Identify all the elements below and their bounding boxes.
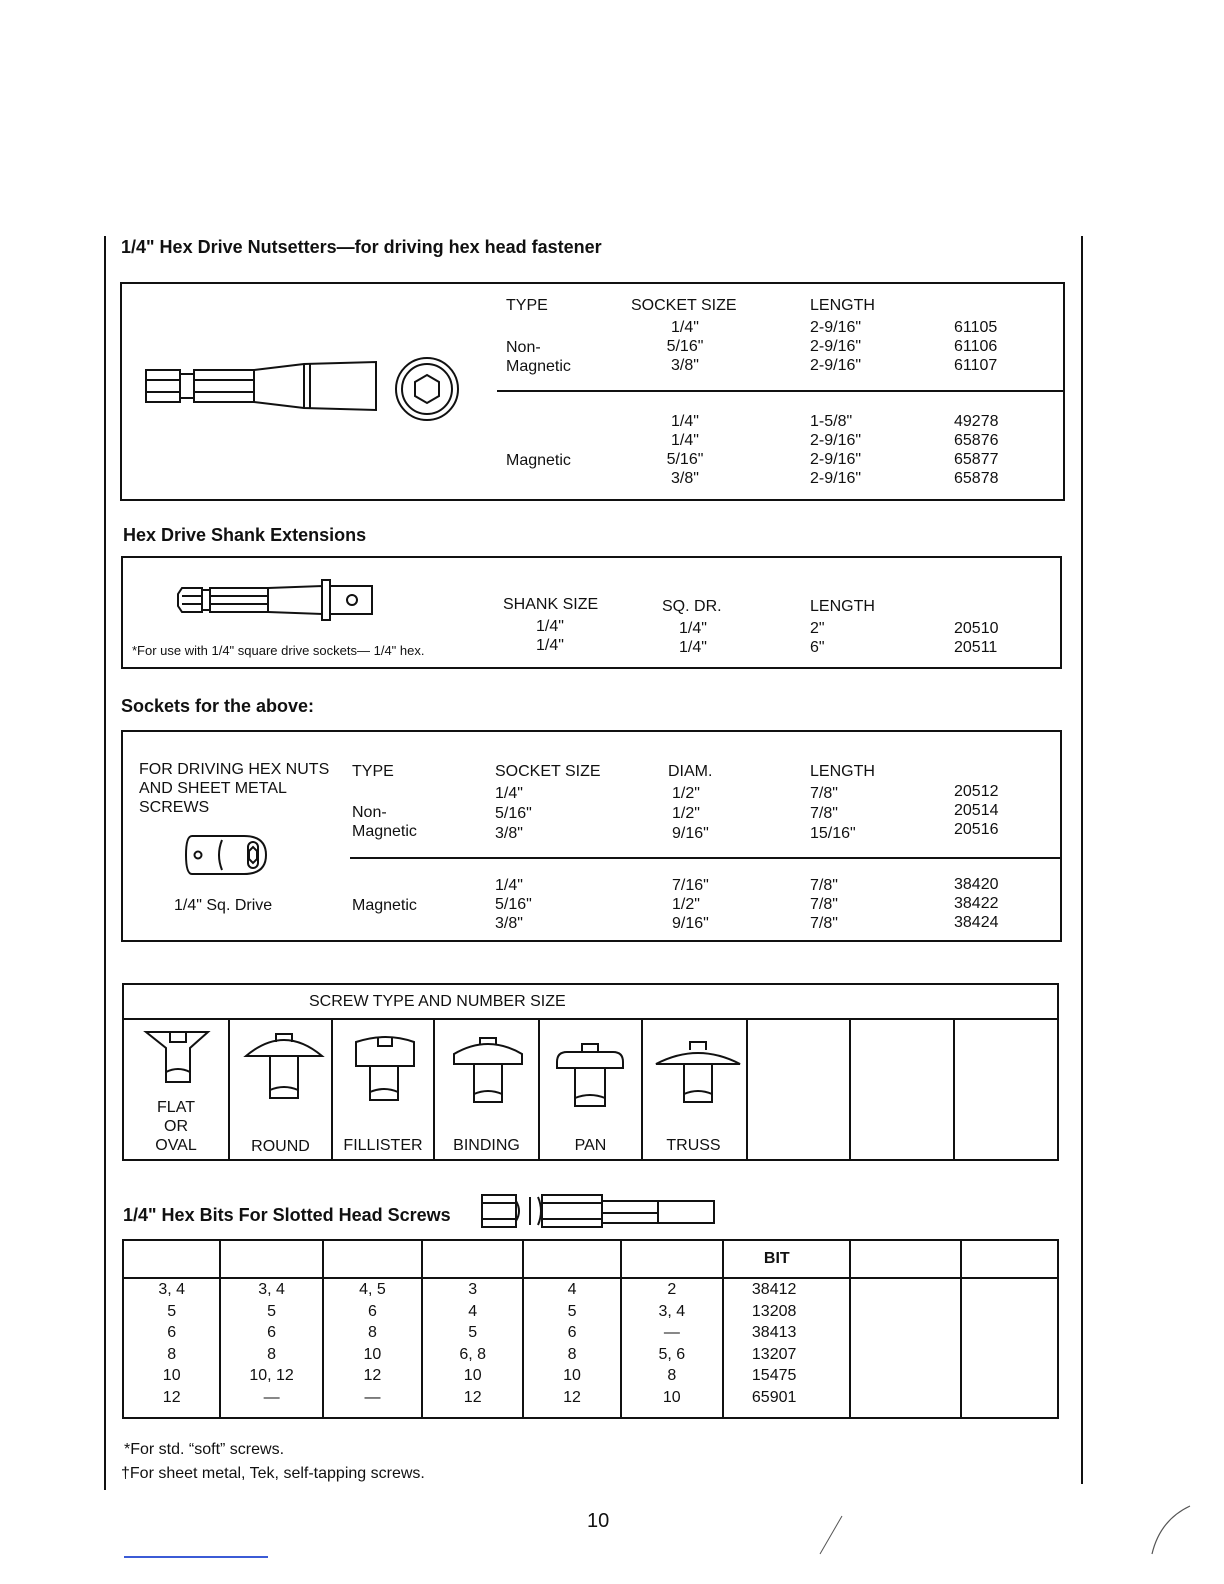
left-margin-rule	[104, 236, 106, 1490]
extensions-heading: Hex Drive Shank Extensions	[123, 525, 367, 545]
bits-col-part-numbers: 38412 13208 38413 13207 15475 65901	[723, 1278, 961, 1418]
bits-col-empty	[961, 1278, 1058, 1418]
sock-header-length: LENGTH	[810, 763, 875, 780]
nut-nonmag-parts: 61105 61106 61107	[954, 319, 998, 374]
sockets-description: FOR DRIVING HEX NUTS AND SHEET METAL SCREWS	[139, 761, 330, 816]
sock-mag-lengths: 7/8" 7/8" 7/8"	[810, 877, 838, 932]
round-head-screw-icon	[242, 1030, 326, 1102]
sock-header-type: TYPE	[352, 763, 394, 780]
bits-header-cell	[961, 1240, 1058, 1278]
ext-length-values: 2" 6"	[810, 620, 825, 656]
sock-mag-type: Magnetic	[352, 897, 417, 914]
socket-drawing	[182, 828, 272, 878]
bits-col-4: 3 4 5 6, 8 10 12	[422, 1278, 523, 1418]
screw-label-truss: TRUSS	[666, 1137, 721, 1154]
sock-header-socket: SOCKET SIZE	[495, 763, 601, 780]
ext-shank-values: 1/4" 1/4"	[536, 618, 564, 654]
bits-heading: 1/4" Hex Bits For Slotted Head Screws	[123, 1205, 451, 1225]
sock-nonmag-sockets: 1/4" 5/16" 3/8"	[495, 785, 532, 842]
sock-nonmag-type-2: Magnetic	[352, 823, 417, 840]
sockets-divider	[350, 857, 1061, 859]
fillister-head-screw-icon	[350, 1030, 420, 1102]
bits-header-cell	[123, 1240, 220, 1278]
pen-stroke-mark	[812, 1512, 852, 1558]
sock-nonmag-parts: 20512 20514 20516	[954, 783, 999, 838]
bits-header-cell	[220, 1240, 322, 1278]
flat-head-screw-icon	[140, 1026, 216, 1090]
footnote-sheet-metal: †For sheet metal, Tek, self-tapping screws.	[121, 1465, 425, 1482]
sock-mag-sockets: 1/4" 5/16" 3/8"	[495, 877, 532, 932]
sock-mag-diams: 7/16" 1/2" 9/16"	[672, 877, 709, 932]
right-margin-rule	[1081, 236, 1083, 1484]
nut-header-type: TYPE	[506, 297, 548, 314]
blue-underline-mark	[124, 1556, 268, 1558]
screw-type-title-divider	[122, 1018, 1059, 1020]
bits-header-cell	[323, 1240, 422, 1278]
bits-col-1: 3, 4 5 6 8 10 12	[123, 1278, 220, 1418]
ext-part-values: 20510 20511	[954, 620, 999, 656]
pen-curve-mark	[1140, 1500, 1200, 1560]
nut-nonmag-type-1: Non-	[506, 339, 541, 356]
nutsetters-heading: 1/4" Hex Drive Nutsetters—for driving hex head fastener	[121, 237, 602, 257]
bits-header-cell	[422, 1240, 523, 1278]
bits-inner-divider	[849, 1241, 851, 1417]
bits-col-6: 2 3, 4 — 5, 6 8 10	[621, 1278, 723, 1418]
nutsetters-divider	[497, 390, 1063, 392]
bits-col-5: 4 5 6 8 10 12	[523, 1278, 620, 1418]
hex-bits-table	[122, 1239, 1059, 1419]
nut-header-length: LENGTH	[810, 297, 875, 314]
ext-header-sqdr: SQ. DR.	[662, 598, 722, 615]
nut-mag-lengths: 1-5/8" 2-9/16" 2-9/16" 2-9/16"	[810, 413, 862, 487]
bits-col-2: 3, 4 5 6 8 10, 12 —	[220, 1278, 322, 1418]
truss-head-screw-icon	[654, 1038, 744, 1108]
sock-header-diam: DIAM.	[668, 763, 713, 780]
screw-label-binding: BINDING	[453, 1137, 520, 1154]
nut-mag-parts: 49278 65876 65877 65878	[954, 413, 999, 487]
footnote-soft-screws: *For std. “soft” screws.	[124, 1441, 285, 1458]
nut-nonmag-lengths: 2-9/16" 2-9/16" 2-9/16"	[810, 319, 862, 374]
ext-header-length: LENGTH	[810, 598, 875, 615]
screw-type-title: SCREW TYPE AND NUMBER SIZE	[309, 993, 566, 1010]
sock-nonmag-lengths: 7/8" 7/8" 15/16"	[810, 785, 856, 842]
nut-nonmag-sockets: 1/4" 5/16" 3/8"	[666, 319, 704, 374]
nut-mag-type: Magnetic	[506, 452, 571, 469]
screw-col-divider	[953, 1019, 955, 1160]
hex-socket-end-view	[393, 354, 463, 424]
hex-bit-drawing	[478, 1191, 720, 1233]
extension-note: *For use with 1/4" square drive sockets— 1/4" hex.	[132, 643, 425, 658]
nut-nonmag-type-2: Magnetic	[506, 358, 571, 375]
binding-head-screw-icon	[450, 1036, 526, 1106]
sockets-heading: Sockets for the above:	[121, 696, 315, 716]
bits-header-bit: BIT	[723, 1240, 961, 1278]
page-number: 10	[587, 1510, 610, 1532]
screw-label-fillister: FILLISTER	[343, 1137, 423, 1154]
sock-nonmag-diams: 1/2" 1/2" 9/16"	[672, 785, 709, 842]
nut-header-socket: SOCKET SIZE	[631, 297, 737, 314]
screw-label-pan: PAN	[574, 1137, 607, 1154]
screw-label-round: ROUND	[251, 1138, 310, 1155]
bits-header-cell	[523, 1240, 620, 1278]
bits-col-3: 4, 5 6 8 10 12 —	[323, 1278, 422, 1418]
sock-mag-parts: 38420 38422 38424	[954, 876, 999, 931]
screw-col-divider	[746, 1019, 748, 1160]
pan-head-screw-icon	[553, 1040, 627, 1110]
ext-header-shank: SHANK SIZE	[503, 596, 599, 613]
screw-label-flat: FLAT OR OVAL	[155, 1099, 197, 1154]
sock-nonmag-type-1: Non-	[352, 804, 387, 821]
bits-header-cell	[621, 1240, 723, 1278]
screw-col-divider	[849, 1019, 851, 1160]
nut-mag-sockets: 1/4" 1/4" 5/16" 3/8"	[666, 413, 704, 487]
ext-sqdr-values: 1/4" 1/4"	[679, 620, 707, 656]
extension-drawing	[172, 576, 382, 626]
socket-drive-label: 1/4" Sq. Drive	[174, 897, 273, 914]
